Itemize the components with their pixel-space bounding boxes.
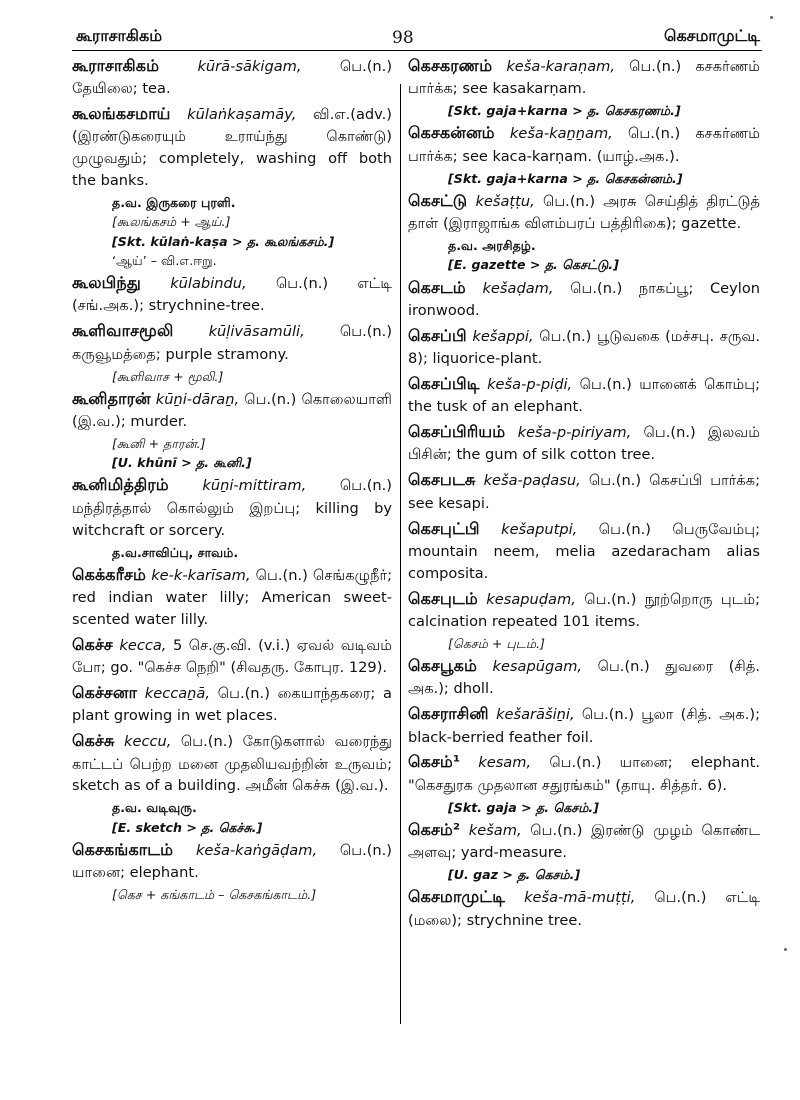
transliteration: kūlaṅkaṣamāy, <box>187 106 297 124</box>
dictionary-entry <box>72 102 392 192</box>
definition: பெ.(n.) கசகர்ணம் பார்க்க; see kasakarṇam. <box>408 58 761 98</box>
transliteration: kūḷivāsamūli, <box>208 323 305 341</box>
entry-note: [E. sketch > த. கெச்சு.] <box>112 819 263 835</box>
definition: பெ.(n.) பூலா (சித். அக.); black-berried feather foil. <box>408 706 760 746</box>
transliteration: kešam, <box>468 821 522 839</box>
headword: கெசபடசு <box>408 470 476 490</box>
headword: கெச்ச <box>72 634 113 654</box>
headword: கூனிதாரன் <box>72 388 151 408</box>
dictionary-entry <box>72 473 392 541</box>
definition: பெ.(n.) கெசப்பி பார்க்க; see kesapi. <box>408 472 761 512</box>
definition: பெ.(n.) கருவூமத்தை; purple stramony. <box>72 323 393 363</box>
dictionary-entry <box>408 654 760 700</box>
headword: கெசமாமுட்டி <box>408 887 506 907</box>
transliteration: keša-paḍasu, <box>483 472 581 490</box>
header-left-guideword: கூராசாகிகம் <box>76 26 163 45</box>
dictionary-entry <box>408 54 760 100</box>
headword: கெசடம் <box>408 277 466 297</box>
definition: பெ.(n.) மந்திரத்தால் கொல்லும் இறப்பு; killing by witchcraft or sorcery. <box>72 477 392 539</box>
entry-note: த.வ. வடிவுரு. <box>112 800 197 816</box>
dictionary-entry <box>408 818 760 864</box>
definition: 5 செ.கு.வி. (v.i.) ஏவல் வடிவம் போ; go. "கெச்ச நெறி" (சிவதரு. கோபுர. 129). <box>72 636 393 677</box>
transliteration: kesapuḍam, <box>486 590 576 608</box>
headword: கெசட்டு <box>408 190 468 210</box>
entry-note: [Skt. gaja+karna > த. கெசகன்னம்.] <box>448 170 683 186</box>
dictionary-entry <box>408 189 760 235</box>
entry-note: [E. gazette > த. கெசட்டு.] <box>448 257 619 273</box>
headword: கூராசாகிகம் <box>72 56 160 75</box>
entry-note: [U. gaz > த. கெசம்.] <box>448 867 581 883</box>
definition: வி.எ.(adv.) (இரண்டுகரையும் உராய்ந்து கொண்டு) முழுவதும்; completely, washing off both the banks. <box>72 106 393 190</box>
headword: கெசகன்னம் <box>408 123 495 143</box>
dictionary-entry <box>72 633 392 679</box>
transliteration: kešappi, <box>472 327 534 345</box>
dictionary-entry <box>408 750 760 796</box>
definition: பெ.(n.) பூடுவகை (மச்சபு. சருவ. 8); liquorice-plant. <box>408 327 761 368</box>
dictionary-entry <box>408 324 760 370</box>
dictionary-entry <box>72 838 392 884</box>
entry-note: [Skt. gaja > த. கெசம்.] <box>448 799 599 815</box>
definition: பெ.(n.) அரசு செய்தித் திரட்டுத் தாள் (இராஜாங்க விளம்பரப் பத்திரிகை); gazette. <box>408 192 761 233</box>
transliteration: kūlabindu, <box>170 275 247 293</box>
headword: கெச்சு <box>72 731 115 751</box>
definition: பெ.(n.) எட்டி (மலை); strychnine tree. <box>408 889 760 929</box>
transliteration: kesapūgam, <box>492 658 583 676</box>
definition: பெ.(n.) இலவம் பிசின்; the gum of silk cotton tree. <box>408 424 761 464</box>
dictionary-entry <box>72 319 392 365</box>
dictionary-entry <box>408 517 760 585</box>
transliteration: kecca, <box>119 636 167 654</box>
entry-note: த.வ.சாவிப்பு, சாவம். <box>112 544 239 560</box>
definition: பெ.(n.) கொலையாளி (இ.வ.); murder. <box>72 390 392 431</box>
page-number: 98 <box>392 28 414 48</box>
entry-note: [கூளிவாச + மூலி.] <box>112 368 224 384</box>
dictionary-entry <box>408 702 760 748</box>
headword: கூளிவாசமூலி <box>72 321 174 341</box>
definition: பெ.(n.) துவரை (சித். அக.); dholl. <box>408 658 760 698</box>
headword: கெசபுடம் <box>408 588 478 608</box>
headword: கெசராசினி <box>408 704 489 724</box>
speck-mark <box>770 16 773 19</box>
definition: பெ.(n.) தேயிலை; tea. <box>72 58 393 98</box>
definition: பெ.(n.) இரண்டு முழம் கொண்ட அளவு; yard-measure. <box>408 821 761 862</box>
headword: கெசப்பிரியம் <box>408 422 506 442</box>
entry-note: [கூலங்கசம் + ஆய்.] <box>112 214 231 230</box>
definition: பெ.(n.) செங்கழுநீர்; red indian water lilly; American sweet-scented water lilly. <box>72 566 393 628</box>
headword: கெசப்பிடி <box>408 373 480 393</box>
headword: கெசம்² <box>408 819 461 839</box>
entry-note: [கெச + கங்காடம் – கெசகங்காடம்.] <box>112 887 317 903</box>
left-column <box>72 54 392 905</box>
entry-note: ‘ஆய்’ – வி.எ.ஈறு. <box>112 252 217 268</box>
dictionary-entry <box>408 885 760 931</box>
transliteration: kūṉi-dāraṉ, <box>155 390 240 408</box>
transliteration: kūṉi-mittiram, <box>202 477 307 495</box>
entry-note: [கெசம் + புடம்.] <box>448 635 545 651</box>
transliteration: kešaputpi, <box>501 520 578 538</box>
entry-note: த.வ. அரசிதழ். <box>448 238 536 254</box>
speck-mark <box>784 948 787 951</box>
transliteration: keccaṉā, <box>144 685 211 703</box>
definition: பெ.(n.) கோடுகளால் வரைந்து காட்டப் பெற்ற மனை முதலியவற்றின் உருவம்; sketch as of a building. அமீன் கெச்சு (இ.வ.). <box>72 733 393 795</box>
dictionary-entry <box>72 681 392 727</box>
headword: கெசப்பி <box>408 325 467 345</box>
headword: கெக்கரீசம் <box>72 564 147 584</box>
transliteration: keša-kaṅgāḍam, <box>195 841 318 859</box>
dictionary-entry <box>408 276 760 322</box>
dictionary-entry <box>72 387 392 433</box>
entry-note: [Skt. kūlaṅ-kaṣa > த. கூலங்கசம்.] <box>112 233 335 249</box>
transliteration: kešarāšiṉi, <box>496 706 575 724</box>
headword: கெசகரணம் <box>408 56 493 75</box>
transliteration: kūrā-sākigam, <box>197 58 302 75</box>
transliteration: keša-p-piḍi, <box>487 375 573 393</box>
dictionary-entry <box>72 54 392 100</box>
definition: பெ.(n.) கசகர்ணம் பார்க்க; see kaca-karṇam. (யாழ்.அக.). <box>408 125 761 165</box>
transliteration: kešaṭṭu, <box>475 192 535 210</box>
definition: பெ.(n.) கையாந்தகரை; a plant growing in wet places. <box>72 685 393 725</box>
headword: கெசகங்காடம் <box>72 839 174 859</box>
dictionary-entry <box>408 420 760 466</box>
page-header <box>70 20 760 50</box>
headword: கெச்சனா <box>72 683 138 703</box>
definition: பெ.(n.) யானைக் கொம்பு; the tusk of an elephant. <box>408 375 761 416</box>
header-rule <box>72 50 762 51</box>
dictionary-entry <box>72 563 392 631</box>
transliteration: keša-karaṇam, <box>506 58 615 75</box>
transliteration: keša-mā-muṭṭi, <box>524 889 636 907</box>
headword: கெசபுட்பி <box>408 518 480 538</box>
transliteration: keša-p-piriyam, <box>517 424 632 442</box>
headword: கெசம்¹ <box>408 752 461 772</box>
definition: பெ.(n.) நாகப்பூ; Ceylon ironwood. <box>408 279 761 319</box>
definition: பெ.(n.) யானை; elephant. <box>72 841 392 882</box>
right-column <box>408 54 760 933</box>
entry-note: [U. khūnī > த. கூனி.] <box>112 455 252 471</box>
headword: கூலங்கசமாய் <box>72 104 171 124</box>
dictionary-entry <box>408 121 760 167</box>
definition: பெ.(n.) பெருவேம்பு; mountain neem, melia azedaracham alias composita. <box>408 520 761 582</box>
header-right-guideword: கெசமாமுட்டி <box>663 26 760 45</box>
entry-note: [Skt. gaja+karna > த. கெசகரணம்.] <box>448 103 681 119</box>
transliteration: keccu, <box>124 733 172 751</box>
column-divider <box>400 84 401 1024</box>
entry-note: த.வ. இருகரை புரளி. <box>112 195 236 211</box>
headword: கூலபிந்து <box>72 273 141 293</box>
dictionary-entry <box>408 372 760 418</box>
entry-note: [கூனி + தாரன்.] <box>112 435 206 451</box>
transliteration: ke-k-karīsam, <box>151 566 251 584</box>
transliteration: keša-kaṉṉam, <box>509 125 613 143</box>
headword: கூனிமித்திரம் <box>72 475 169 495</box>
headword: கெசபூகம் <box>408 656 477 676</box>
dictionary-entry <box>72 271 392 317</box>
transliteration: kešaḍam, <box>482 279 554 297</box>
transliteration: kesam, <box>478 754 532 772</box>
definition: பெ.(n.) யானை; elephant. "கெசதுரக முதலான சதுரங்கம்" (தாயு. சித்தர். 6). <box>408 754 760 794</box>
dictionary-entry <box>408 468 760 514</box>
definition: பெ.(n.) நூற்றொரு புடம்; calcination repeated 101 items. <box>408 590 761 630</box>
definition: பெ.(n.) எட்டி (சங்.அக.); strychnine-tree. <box>72 275 393 315</box>
dictionary-entry <box>72 729 392 797</box>
dictionary-entry <box>408 587 760 633</box>
